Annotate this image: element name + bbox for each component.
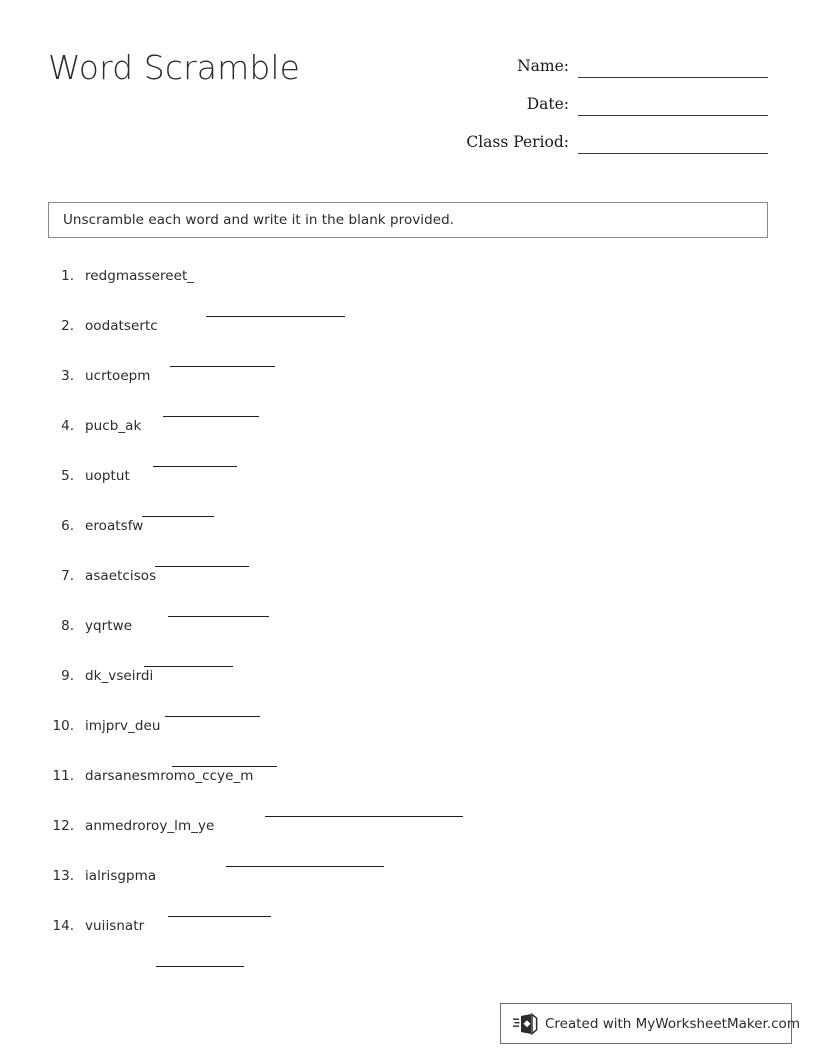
answer-blank[interactable] xyxy=(265,803,463,817)
answer-blank[interactable] xyxy=(226,853,384,867)
answer-blank[interactable] xyxy=(163,403,259,417)
answer-blank[interactable] xyxy=(142,503,214,517)
problem-row xyxy=(48,318,768,368)
problem-number: 11. xyxy=(52,768,74,784)
problem-row xyxy=(48,818,768,868)
answer-blank[interactable] xyxy=(153,453,237,467)
attribution-badge[interactable] xyxy=(500,1003,800,1044)
problem-number: 3. xyxy=(61,368,74,384)
problem-number: 7. xyxy=(61,568,74,584)
problem-number: 13. xyxy=(52,868,74,884)
scrambled-word: redgmassereet_ xyxy=(85,268,195,284)
problem-row xyxy=(48,268,768,318)
problem-row xyxy=(48,868,768,918)
scrambled-word: pucb_ak xyxy=(85,418,142,434)
answer-blank[interactable] xyxy=(144,653,233,667)
problem-number: 14. xyxy=(52,918,74,934)
scrambled-word: yqrtwe xyxy=(85,618,133,634)
scrambled-word: darsanesmromo_ccye_m xyxy=(85,768,254,784)
problem-row xyxy=(48,568,768,618)
problem-number: 8. xyxy=(61,618,74,634)
answer-blank[interactable] xyxy=(168,903,271,917)
answer-blank[interactable] xyxy=(206,303,345,317)
problem-row xyxy=(48,918,768,968)
scramble-problem-list xyxy=(48,268,768,968)
date-field-row xyxy=(448,78,768,116)
date-field-label: Date: xyxy=(526,95,569,113)
problem-number: 6. xyxy=(61,518,74,534)
answer-blank[interactable] xyxy=(168,603,269,617)
problem-row xyxy=(48,418,768,468)
answer-blank[interactable] xyxy=(165,703,260,717)
problem-number: 2. xyxy=(61,318,74,334)
student-info-fields xyxy=(448,40,768,154)
scrambled-word: asaetcisos xyxy=(85,568,157,584)
directions-box xyxy=(48,202,768,238)
scrambled-word: dk_vseirdi xyxy=(85,668,154,684)
scrambled-word: vuiisnatr xyxy=(85,918,145,934)
scrambled-word: ucrtoepm xyxy=(85,368,151,384)
problem-row xyxy=(48,668,768,718)
answer-blank[interactable] xyxy=(172,753,277,767)
answer-blank[interactable] xyxy=(156,953,244,967)
worksheet-header xyxy=(48,40,768,170)
problem-number: 5. xyxy=(61,468,74,484)
name-field-label: Name: xyxy=(517,57,569,75)
scrambled-word: imjprv_deu xyxy=(85,718,161,734)
worksheet-maker-logo-icon xyxy=(513,1012,539,1036)
problem-number: 9. xyxy=(61,668,74,684)
scrambled-word: uoptut xyxy=(85,468,130,484)
problem-row xyxy=(48,718,768,768)
problem-number: 4. xyxy=(61,418,74,434)
problem-number: 12. xyxy=(52,818,74,834)
answer-blank[interactable] xyxy=(155,553,249,567)
directions-text: Unscramble each word and write it in the blank provided. xyxy=(63,212,455,228)
problem-row xyxy=(48,618,768,668)
class-period-field-blank[interactable] xyxy=(578,131,768,154)
scrambled-word: oodatsertc xyxy=(85,318,158,334)
attribution-text: Created with MyWorksheetMaker.com xyxy=(545,1015,800,1032)
scrambled-word: eroatsfw xyxy=(85,518,144,534)
name-field-row xyxy=(448,40,768,78)
date-field-blank[interactable] xyxy=(578,93,768,116)
problem-row xyxy=(48,768,768,818)
problem-row xyxy=(48,468,768,518)
problem-number: 10. xyxy=(52,718,74,734)
problem-number: 1. xyxy=(61,268,74,284)
problem-row xyxy=(48,368,768,418)
problem-row xyxy=(48,518,768,568)
answer-blank[interactable] xyxy=(170,353,275,367)
page-title: Word Scramble xyxy=(48,48,301,87)
class-period-field-row xyxy=(448,116,768,154)
class-period-field-label: Class Period: xyxy=(466,133,569,151)
scrambled-word: anmedroroy_lm_ye xyxy=(85,818,215,834)
scrambled-word: ialrisgpma xyxy=(85,868,157,884)
name-field-blank[interactable] xyxy=(578,55,768,78)
